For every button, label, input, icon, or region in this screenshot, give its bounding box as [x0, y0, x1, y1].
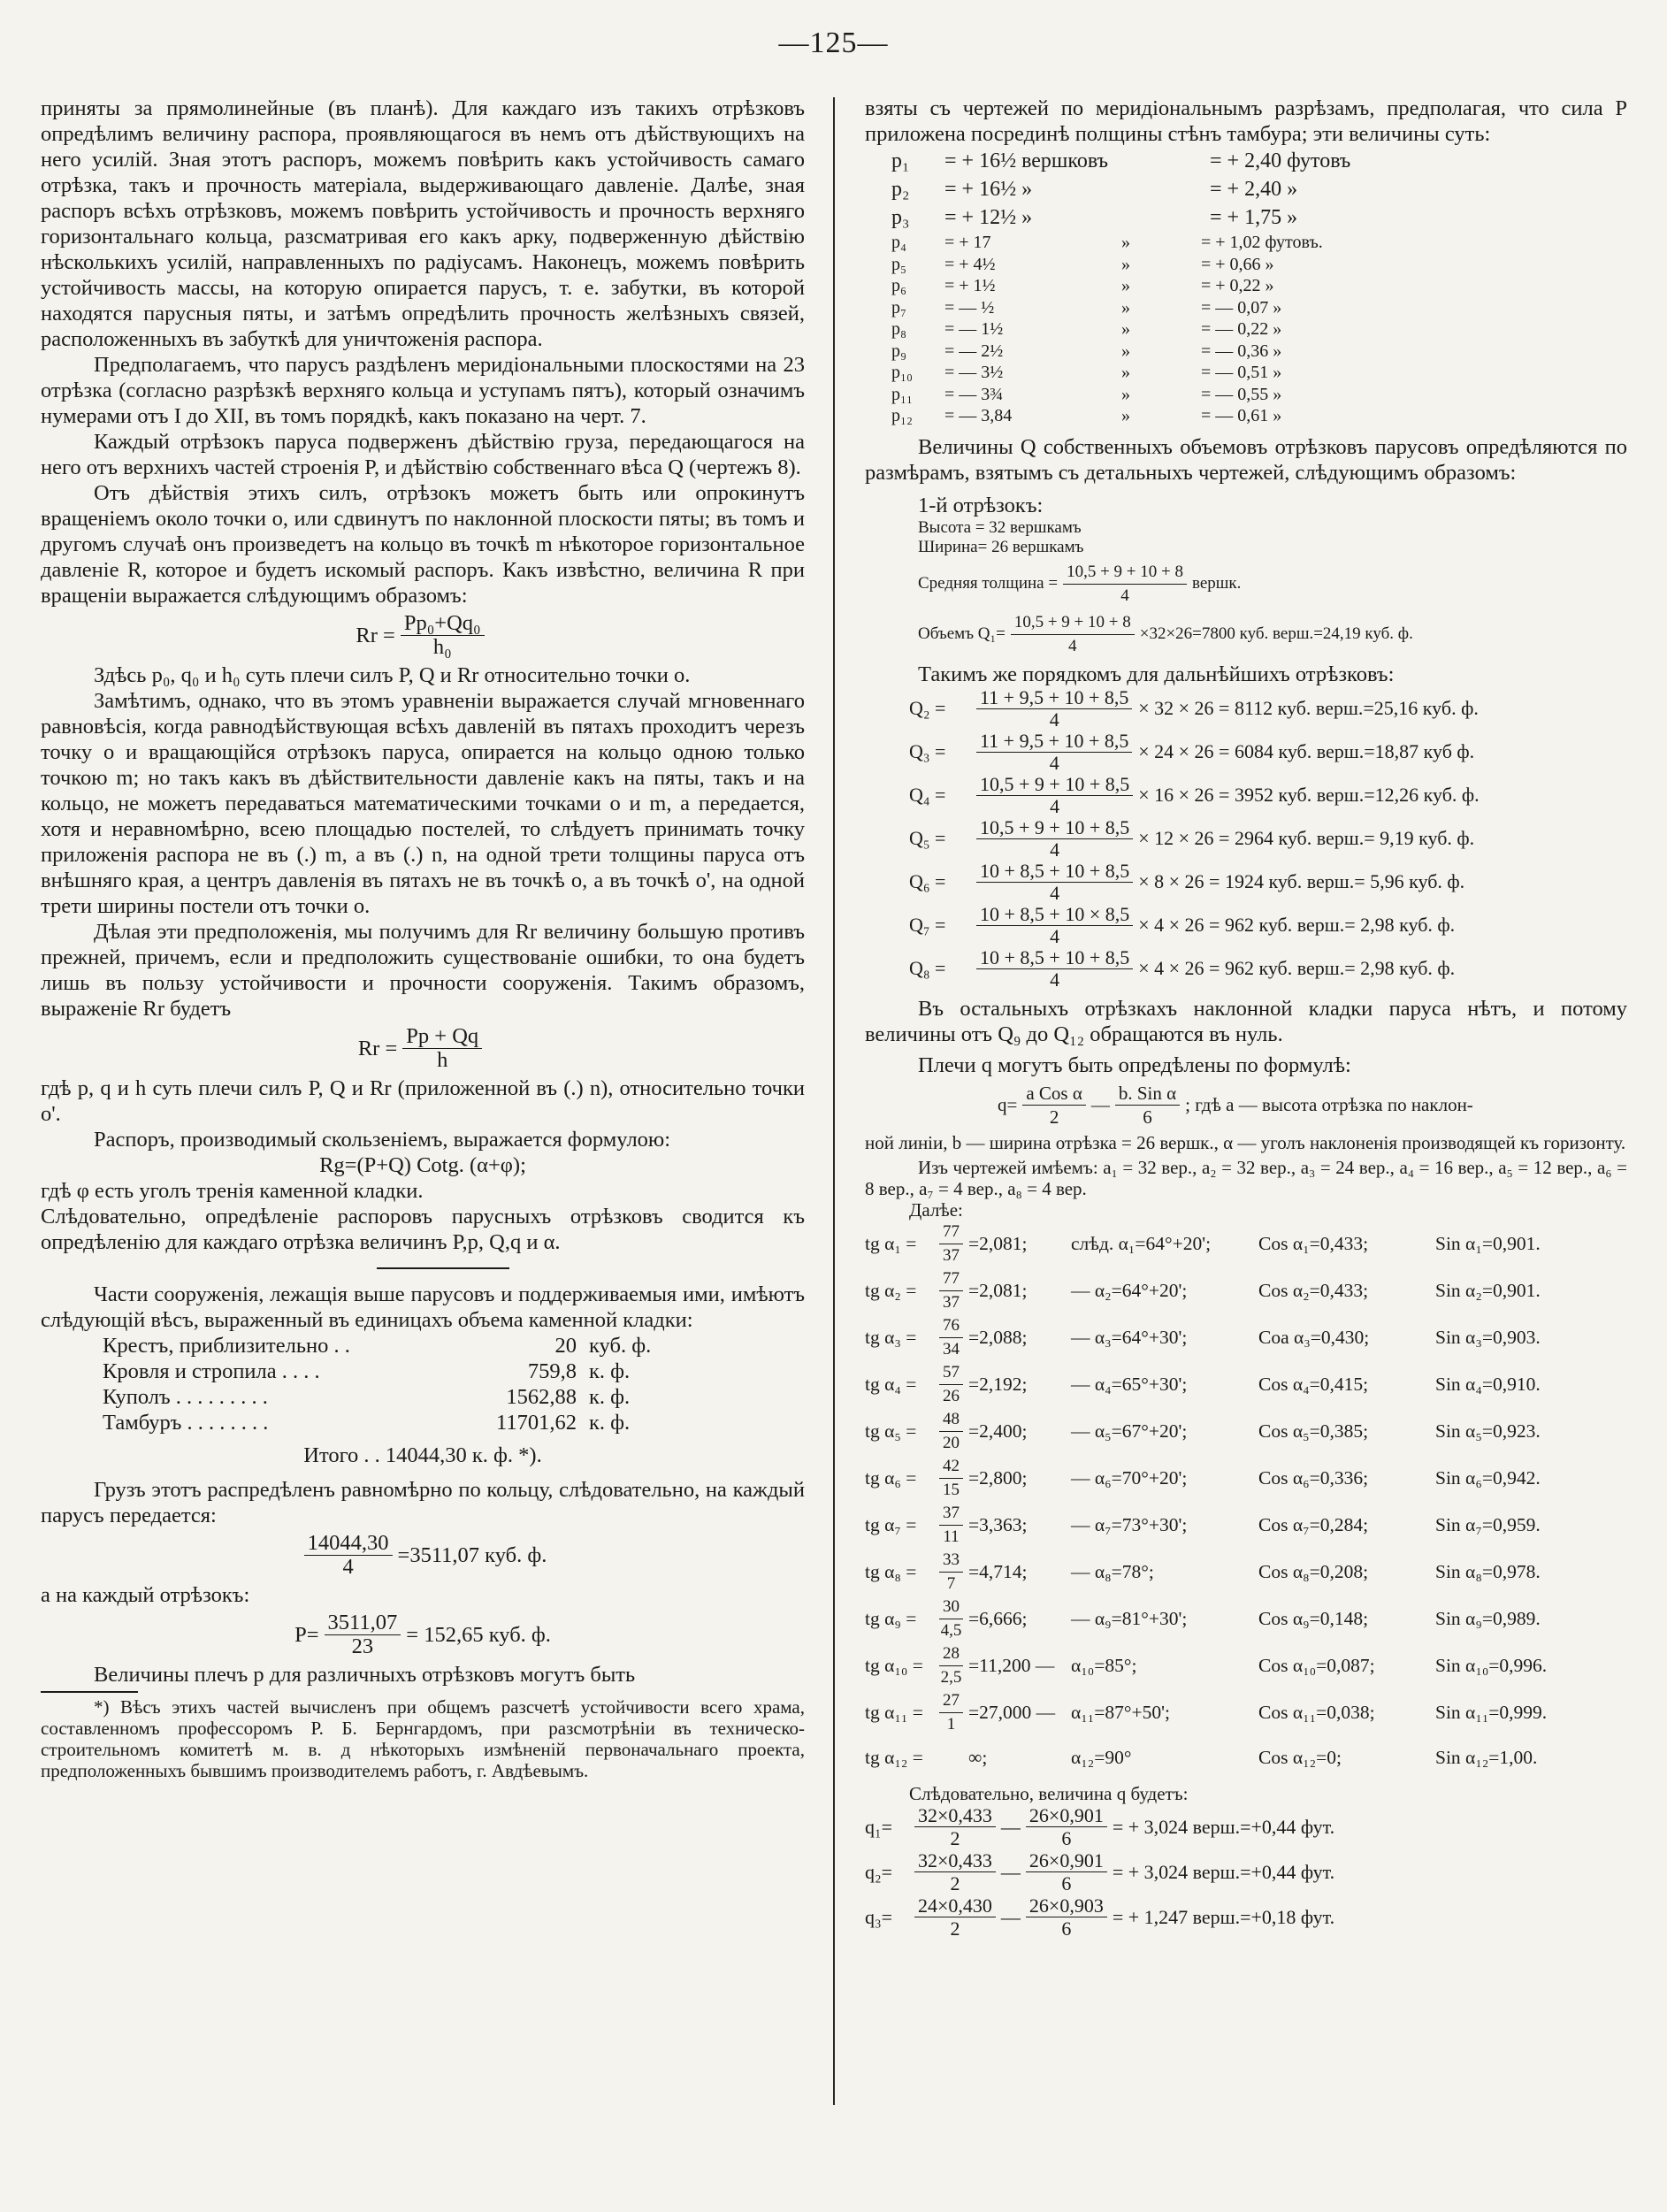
- paragraph: Плечи q могутъ быть опредѣлены по формулѣ:: [918, 1052, 1351, 1077]
- table-row: q₁= $\frac{32\times 0,433}{2}$ — $\frac{26\times 0,901}{6}$ = + 3,024 верш.=+0,44 фут.: [865, 1803, 1335, 1849]
- footnote: *) Вѣсъ этихъ частей вычисленъ при общемъ разсчетѣ устойчивости всего храма, составленномъ профессоромъ Р. Б. Бернгардомъ, при разсмотрѣніи въ техническо-строительномъ комитетѣ м. в. д нѣкоторыхъ измѣненій первоначальнаго проекта, предположенныхъ бывшимъ производителемъ работъ, г. Авдѣевымъ.: [41, 1695, 805, 1781]
- numerator: Pp₀+Qq₀: [401, 612, 485, 636]
- left-column: [41, 96, 805, 1781]
- table-row: p₁₁ = — 3¾ » = — 0,55 »: [891, 384, 1282, 404]
- column-divider: [833, 97, 835, 2105]
- denominator: h: [437, 1048, 448, 1072]
- paragraph: Такимъ же порядкомъ для дальнѣйшихъ отрѣзковъ:: [918, 662, 1395, 686]
- list-item: Кровля и стропила . . . . 759,8 к. ф.: [103, 1359, 631, 1383]
- fraction: [402, 1025, 482, 1072]
- formula-per-segment: [41, 1611, 805, 1658]
- table-row: Q₆ = $\frac{10 + 8,5 + 10 + 8,5}{4}$ × 8 × 26 = 1924 куб. верш.= 5,96 куб. ф.: [909, 859, 1465, 904]
- table-row: q₂= $\frac{32\times 0,433}{2}$ — $\frac{26\times 0,901}{6}$ = + 3,024 верш.=+0,44 фут.: [865, 1848, 1335, 1894]
- paragraph: Далѣе:: [909, 1198, 963, 1221]
- volume-table: [909, 687, 1480, 991]
- table-row: p₆ = + 1½ » = + 0,22 »: [891, 276, 1274, 295]
- paragraph: Дѣлая эти предположенія, мы получимъ для Rr величину большую противъ прежней, причемъ, если и предположить существованіе ошибки, то она будетъ лишь въ пользу устойчивости и прочности сооруженія. Такимъ образомъ, выраженіе Rr будетъ: [41, 920, 805, 1021]
- paragraph: Величины Q собственныхъ объемовъ отрѣзковъ парусовъ опредѣляются по размѣрамъ, взятымъ съ детальныхъ чертежей, слѣдующимъ образомъ:: [865, 434, 1627, 485]
- table-row: tg α₃ = $\frac{76}{34}$ =2,088; — α₃=64°+30'; Coa α₃=0,430; Sin α₃=0,903.: [865, 1315, 1541, 1359]
- right-column: [865, 96, 1627, 1940]
- list-item: Куполъ . . . . . . . . . 1562,88 к. ф.: [103, 1385, 631, 1409]
- q-results-table: [865, 1804, 1334, 1940]
- table-row: Q₂ = $\frac{11 + 9,5 + 10 + 8,5}{4}$ × 32 × 26 = 8112 куб. верш.=25,16 куб. ф.: [909, 685, 1479, 731]
- paragraph: Отъ дѣйствія этихъ силъ, отрѣзокъ можетъ быть или опрокинутъ вращеніемъ около точки o, или сдвинутъ по наклонной плоскости пяты; въ томъ и другомъ случаѣ онъ произведетъ на кольцо въ точкѣ m нѣкоторое горизонтальное давленіе R, которое и будетъ искомый распоръ. Какъ извѣстно, величина R при вращеніи выражается слѣдующимъ образомъ:: [41, 481, 805, 608]
- formula-thickness: Средняя толщина = $\frac{10,5 + 9 + 10 + 8}{4}$ вершк.: [918, 561, 1627, 608]
- table-row: p₉ = — 2½ » = — 0,36 »: [891, 341, 1282, 361]
- paragraph: а на каждый отрѣзокъ:: [41, 1583, 250, 1607]
- table-row: p₁₀ = — 3½ » = — 0,51 »: [891, 363, 1282, 382]
- formula-q: q= $\frac{\text{a Cos α}}{2}$ — $\frac{\text{b. Sin α}}{6}$ ; гдѣ a — высота отрѣзка по наклон-: [998, 1082, 1473, 1128]
- table-row: tg α₈ = $\frac{33}{7}$ =4,714; — α₈=78°; Cos α₈=0,208; Sin α₈=0,978.: [865, 1550, 1541, 1593]
- table-row: Q₃ = $\frac{11 + 9,5 + 10 + 8,5}{4}$ × 24 × 26 = 6084 куб. верш.=18,87 куб ф.: [909, 729, 1475, 774]
- paragraph: Замѣтимъ, однако, что въ этомъ уравненіи выражается случай мгновеннаго равновѣсія, когда равнодѣйствующая всѣхъ давленій въ пятахъ проходитъ черезъ точку o и вращающійся отрѣзокъ паруса, опирается на кольцо одною только точкою m; но такъ какъ въ дѣйствительности давленіе какъ на пяты, такъ и на кольцо, не можетъ передаваться математическими точками o и m, а передается, хотя и неравномѣрно, всею площадью постелей, то слѣдуетъ принимать точку приложенія распора не въ (.) m, а въ (.) n, на одной трети толщины паруса отъ внѣшняго края, а центръ давленія въ пятахъ не въ точкѣ o, а въ точкѣ o', на одной трети ширины постели отъ точки o.: [41, 689, 805, 918]
- paragraph: приняты за прямолинейные (въ планѣ). Для каждаго изъ такихъ отрѣзковъ опредѣлимъ величину распора, проявляющагося въ немъ отъ дѣйствующихъ на него усилій. Зная этотъ распоръ, можемъ повѣрить какъ устойчивость самаго отрѣзка, такъ и прочность матеріала, выдерживающаго давленіе. Далѣе, зная распоръ всѣхъ отрѣзковъ, можемъ повѣрить устойчивость и прочность верхняго горизонтальнаго кольца, разсматривая его какъ арку, подверженную дѣйствію нѣсколькихъ усилій, направленныхъ по радіусамъ. Наконецъ, можемъ повѣрить устойчивость массы, на которую опирается парусъ, т. е. забутки, въ которой находятся парусныя пяты, и затѣмъ опредѣлить прочность желѣзныхъ связей, расположенныхъ въ забуткѣ для уничтоженія распора.: [41, 96, 805, 351]
- numerator: 14044,30: [304, 1532, 393, 1556]
- table-row: tg α₉ = $\frac{30}{4,5}$ =6,666; — α₉=81°+30'; Cos α₉=0,148; Sin α₉=0,989.: [865, 1596, 1541, 1640]
- paragraph: Грузъ этотъ распредѣленъ равномѣрно по кольцу, слѣдовательно, на каждый парусъ передается:: [41, 1478, 805, 1527]
- paragraph: Распоръ, производимый скользеніемъ, выражается формулою:: [94, 1128, 671, 1152]
- formula-volume-1: Объемъ Q₁= $\frac{10,5 + 9 + 10 + 8}{4}$ ×32×26=7800 куб. верш.=24,19 куб. ф.: [918, 611, 1627, 658]
- paragraph: Предполагаемъ, что парусъ раздѣленъ меридіональными плоскостями на 23 отрѣзка (согласно разрѣзкѣ верхняго кольца и уступамъ пятъ), который означимъ нумерами отъ I до XII, въ томъ порядкѣ, какъ показано на черт. 7.: [41, 353, 805, 428]
- table-row: tg α₁₂ = ∞; α₁₂=90° Cos α₁₂=0; Sin α₁₂=1,00.: [865, 1746, 1538, 1768]
- formula-sliding: Rg=(P+Q) Cotg. (α+φ);: [319, 1153, 526, 1177]
- total-line: Итого . . 14044,30 к. ф. *).: [303, 1443, 542, 1467]
- table-row: Q₈ = $\frac{10 + 8,5 + 10 + 8,5}{4}$ × 4 × 26 = 962 куб. верш.= 2,98 куб. ф.: [909, 945, 1456, 991]
- table-row: Q₅ = $\frac{10,5 + 9 + 10 + 8,5}{4}$ × 12 × 26 = 2964 куб. верш.= 9,19 куб. ф.: [909, 815, 1475, 861]
- formula-rhs: =3511,07 куб. ф.: [397, 1543, 547, 1567]
- paragraph: Изъ чертежей имѣемъ: a₁ = 32 вер., a₂ = 32 вер., a₃ = 24 вер., a₄ = 16 вер., a₅ = 12 вер., a₆ = 8 вер., a₇ = 4 вер., a₈ = 4 вер.: [865, 1156, 1627, 1199]
- footnote-rule: [41, 1691, 138, 1693]
- numerator: Pp + Qq: [402, 1025, 482, 1049]
- segment-1-block: [865, 493, 1627, 658]
- paragraph: гдѣ φ есть уголъ тренія каменной кладки.: [41, 1179, 424, 1203]
- table-row: tg α₇ = $\frac{37}{11}$ =3,363; — α₇=73°+30'; Cos α₇=0,284; Sin α₇=0,959.: [865, 1503, 1541, 1546]
- p-values-table-small: [891, 232, 1323, 427]
- formula-lhs: Rr =: [357, 1037, 398, 1060]
- formula-corrected: [41, 1025, 805, 1072]
- table-row: tg α₅ = $\frac{48}{20}$ =2,400; — α₅=67°+20'; Cos α₅=0,385; Sin α₅=0,923.: [865, 1409, 1541, 1452]
- table-row: p₈ = — 1½ » = — 0,22 »: [891, 319, 1282, 339]
- formula-per-sail: [41, 1532, 805, 1579]
- segment-title: 1-й отрѣзокъ:: [918, 493, 1044, 517]
- table-row: Q₄ = $\frac{10,5 + 9 + 10 + 8,5}{4}$ × 16 × 26 = 3952 куб. верш.=12,26 куб. ф.: [909, 772, 1480, 817]
- page-number: —125—: [778, 27, 889, 59]
- numerator: 3511,07: [325, 1611, 401, 1635]
- table-row: tg α₁ = $\frac{77}{37}$ =2,081; слѣд. α₁=64°+20'; Cos α₁=0,433; Sin α₁=0,901.: [865, 1221, 1541, 1265]
- table-row: p₇ = — ½ » = — 0,07 »: [891, 297, 1282, 318]
- paragraph: Слѣдовательно, опредѣленіе распоровъ парусныхъ отрѣзковъ сводится къ опредѣленію для каждаго отрѣзка величинъ P,p, Q,q и α.: [41, 1205, 805, 1254]
- paragraph: гдѣ p, q и h суть плечи силъ P, Q и Rr (приложенной въ (.) n), относительно точки o'.: [41, 1076, 805, 1126]
- paragraph: Здѣсь p₀, q₀ и h₀ суть плечи силъ P, Q и Rr относительно точки o.: [94, 663, 691, 687]
- table-row: p₅ = + 4½ » = + 0,66 »: [891, 254, 1274, 274]
- table-row: Q₇ = $\frac{10 + 8,5 + 10 \times 8,5}{4}$ × 4 × 26 = 962 куб. верш.= 2,98 куб. ф.: [909, 902, 1456, 947]
- denominator: 4: [342, 1555, 354, 1579]
- table-row: tg α₁₀ = $\frac{28}{2,5}$ =11,200 — α₁₀=85°; Cos α₁₀=0,087; Sin α₁₀=0,996.: [865, 1643, 1548, 1687]
- paragraph: Каждый отрѣзокъ паруса подверженъ дѣйствію груза, передающагося на него отъ верхнихъ частей строенія P, и дѣйствію собственнаго вѣса Q (чертежъ 8).: [41, 430, 805, 479]
- fraction: [325, 1611, 401, 1658]
- denominator: h₀: [432, 635, 452, 659]
- list-item: Крестъ, приблизительно . . 20 куб. ф.: [103, 1334, 652, 1358]
- table-row: tg α₆ = $\frac{42}{15}$ =2,800; — α₆=70°+20'; Cos α₆=0,336; Sin α₆=0,942.: [865, 1456, 1541, 1499]
- denominator: 23: [351, 1634, 374, 1658]
- table-row: p₁₂ = — 3,84 » = — 0,61 »: [891, 406, 1282, 425]
- p-values-table: [891, 147, 1350, 232]
- table-row: tg α₂ = $\frac{77}{37}$ =2,081; — α₂=64°+20'; Cos α₂=0,433; Sin α₂=0,901.: [865, 1268, 1541, 1312]
- paragraph: Слѣдовательно, величина q будетъ:: [909, 1782, 1189, 1804]
- table-row: tg α₁₁ = $\frac{27}{1}$ =27,000 — α₁₁=87°+50'; Cos α₁₁=0,038; Sin α₁₁=0,999.: [865, 1690, 1548, 1734]
- paragraph: Части сооруженія, лежащія выше парусовъ и поддерживаемыя ими, имѣютъ слѣдующій вѣсъ, выраженный въ единицахъ объема каменной кладки:: [41, 1282, 805, 1332]
- paragraph: взяты съ чертежей по меридіональнымъ разрѣзамъ, предполагая, что сила P приложена посрединѣ полщины стѣнъ тамбура; эти величины суть:: [865, 96, 1627, 146]
- fraction: $\frac{10,5 + 9 + 10 + 8}{4}$: [1011, 611, 1135, 658]
- formula-lhs: P=: [294, 1623, 319, 1647]
- formula-rotation: [41, 612, 805, 659]
- weights-list: [41, 1333, 805, 1435]
- table-row: p₃ = + 12½ » = + 1,75 »: [891, 206, 1298, 229]
- segment-height: Высота = 32 вершкамъ: [918, 517, 1082, 537]
- paragraph: Величины плечъ p для различныхъ отрѣзковъ могутъ быть: [94, 1663, 636, 1687]
- paragraph: Въ остальныхъ отрѣзкахъ наклонной кладки паруса нѣтъ, и потому величины отъ Q₉ до Q₁₂ обращаются въ нуль.: [865, 996, 1627, 1046]
- formula-lhs: Rr =: [356, 624, 395, 647]
- segment-width: Ширина= 26 вершкамъ: [918, 537, 1084, 556]
- fraction: [304, 1532, 393, 1579]
- paragraph: ной линіи, b — ширина отрѣзка = 26 вершк., α — уголъ наклоненія производящей къ горизонту.: [865, 1131, 1626, 1153]
- formula-rhs: = 152,65 куб. ф.: [406, 1623, 551, 1647]
- fraction: $\frac{10,5 + 9 + 10 + 8}{4}$: [1063, 561, 1187, 608]
- table-row: p₁ = + 16½ вершковъ = + 2,40 футовъ: [891, 149, 1351, 172]
- table-row: p₂ = + 16½ » = + 2,40 »: [891, 178, 1298, 201]
- angle-table: [865, 1221, 1547, 1780]
- section-rule: [377, 1267, 509, 1269]
- table-row: q₃= $\frac{24\times 0,430}{2}$ — $\frac{26\times 0,903}{6}$ = + 1,247 верш.=+0,18 фут.: [865, 1894, 1335, 1940]
- fraction: [401, 612, 485, 659]
- table-row: p₄ = + 17 » = + 1,02 футовъ.: [891, 233, 1323, 252]
- list-item: Тамбуръ . . . . . . . . 11701,62 к. ф.: [103, 1411, 631, 1435]
- table-row: tg α₄ = $\frac{57}{26}$ =2,192; — α₄=65°+30'; Cos α₄=0,415; Sin α₄=0,910.: [865, 1362, 1541, 1405]
